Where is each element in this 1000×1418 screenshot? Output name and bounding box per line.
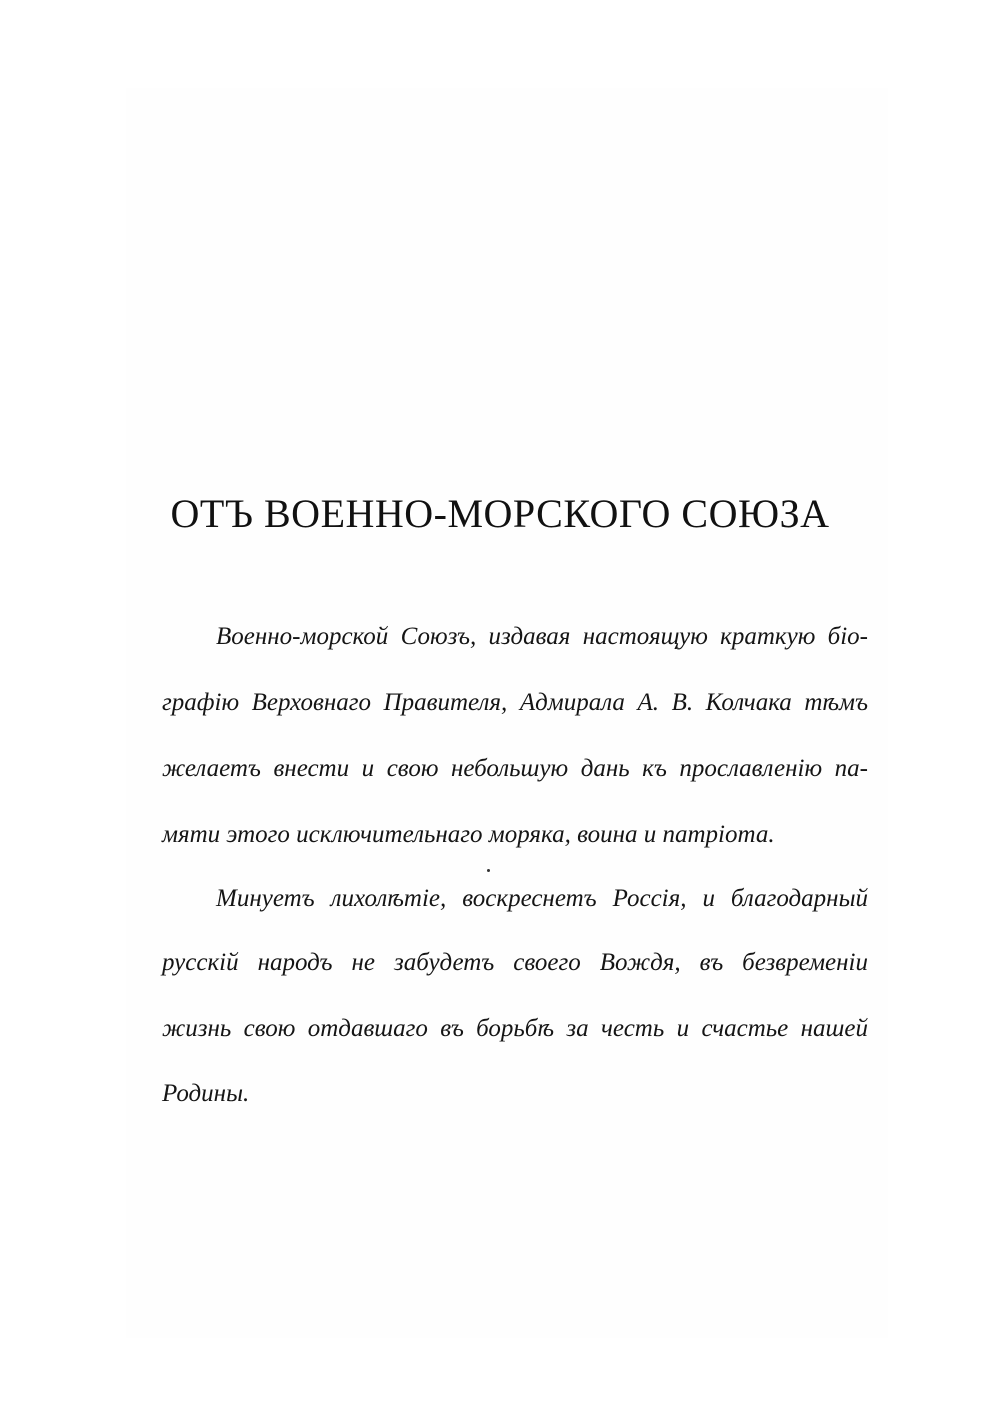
paragraph-line: русскій народъ не забудетъ своего Вождя, въ безвременіи (162, 949, 868, 976)
page-title: ОТЪ ВОЕННО-МОРСКОГО СОЮЗА (170, 491, 830, 536)
paragraph-line: Военно-морской Союзъ, издавая настоящую краткую біо- (216, 623, 868, 650)
paragraph-line: Родины. (162, 1080, 250, 1107)
ink-speck (487, 869, 490, 872)
paragraph-line: графію Верховнаго Правителя, Адмирала А. В. Колчака тѣмъ (162, 689, 868, 716)
paragraph-line: Минуетъ лихолѣтіе, воскреснетъ Россія, и благодарный (216, 885, 868, 912)
paragraph-line: мяти этого исключительнаго моряка, воина и патріота. (162, 821, 775, 848)
paragraph-line: желаетъ внести и свою небольшую дань къ прославленію па- (162, 755, 868, 782)
paragraph-line: жизнь свою отдавшаго въ борьбѣ за честь и счастье нашей (162, 1015, 868, 1042)
